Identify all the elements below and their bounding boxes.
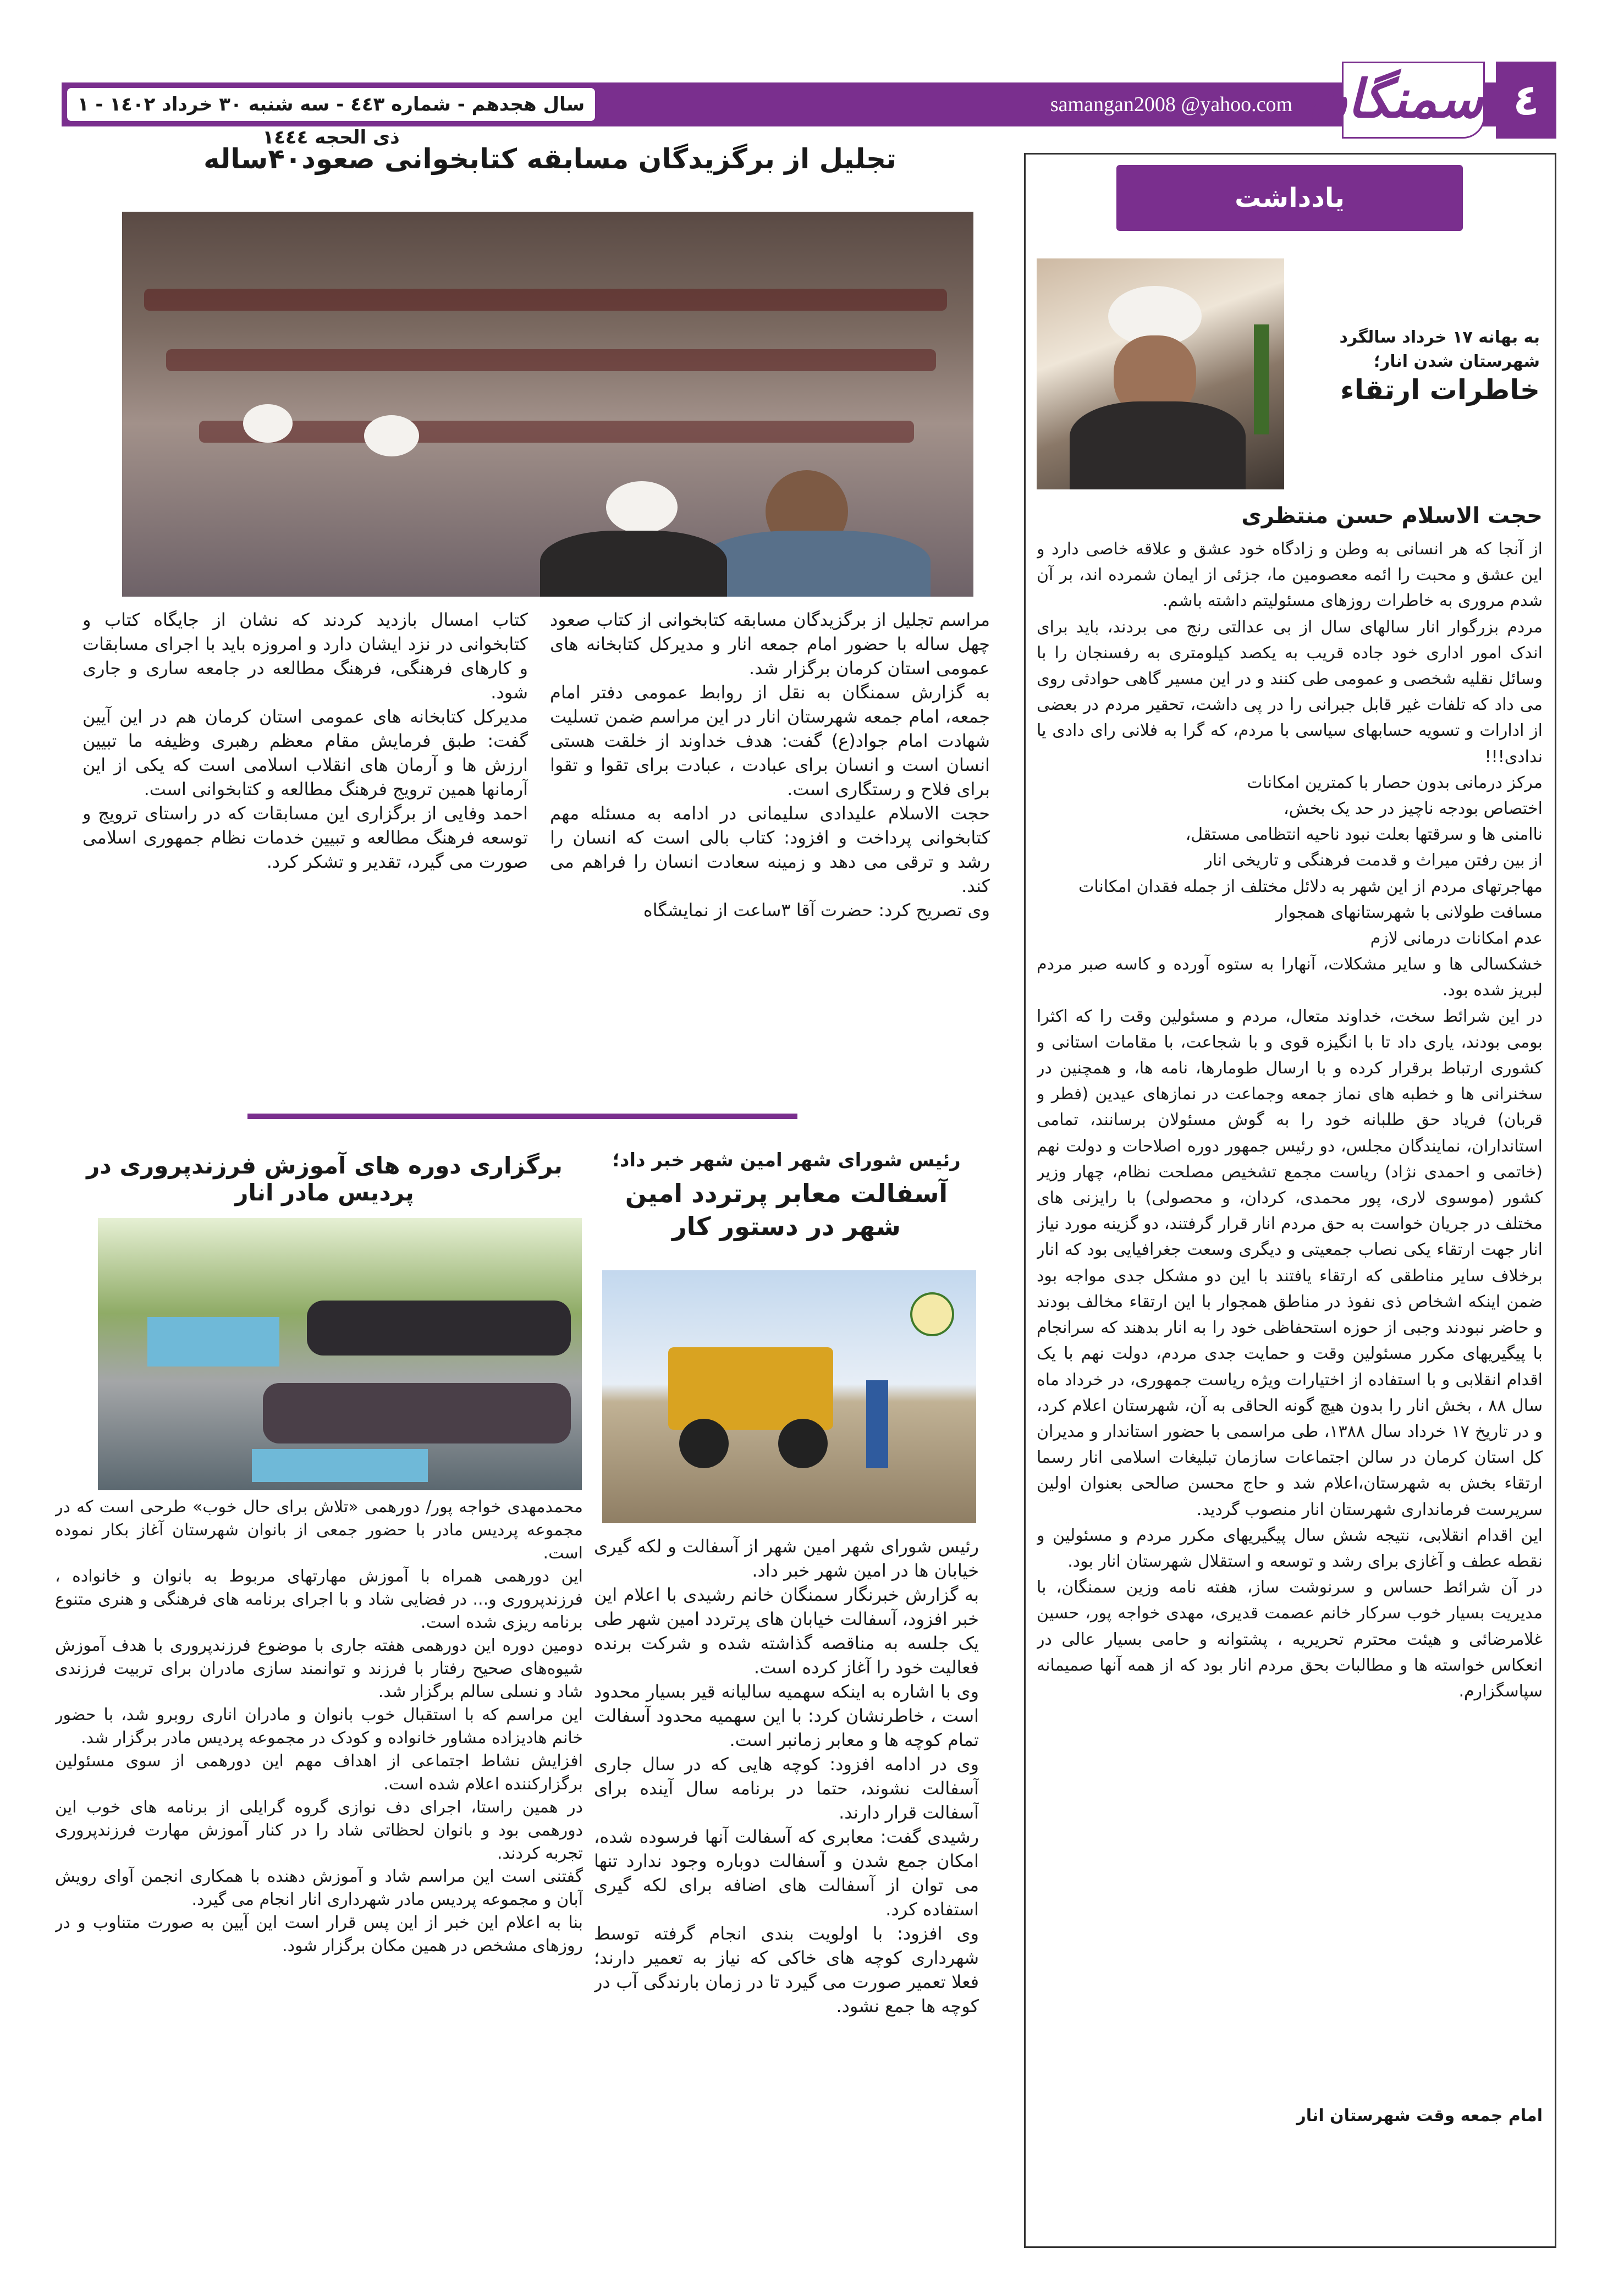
wheel-shape bbox=[679, 1419, 729, 1468]
paragraph: از آنجا که هر انسانی به وطن و زادگاه خود عشق و علاقه خاصی دارد و این عشق و محبت را ائمه معصومین ما، جزئی از ایمان شمرده اند، بر آن شدم مروری به خاطرات روزهای مسئولیتم داشته باشم. bbox=[1037, 539, 1543, 611]
article2-body bbox=[594, 1534, 979, 2255]
editorial-kicker: به بهانه ۱۷ خرداد سالگرد شهرستان شدن انار؛ bbox=[1339, 328, 1540, 371]
flag-shape bbox=[1254, 324, 1269, 434]
crowd-shape bbox=[307, 1301, 571, 1356]
paragraph: مدیرکل کتابخانه های عمومی استان کرمان هم در این آیین گفت: طبق فرمایش مقام معظم رهبری وظیفه ما تبیین ارزش ها و آرمان های انقلاب اسلامی است که یکی از این آرمانها همین ترویج فرهنگ مطالعه و کتابخوانی است. bbox=[82, 706, 528, 800]
paragraph: به گزارش خبرنگار سمنگان خانم رشیدی با اعلام این خبر افزود، آسفالت خیابان های پرتردد امین شهر طی یک جلسه به مناقصه گذاشته شده و شرکت برنده فعالیت خود را آغاز کرده است. bbox=[594, 1584, 979, 1678]
pool-shape bbox=[147, 1317, 279, 1367]
article1-column-right bbox=[550, 608, 990, 1092]
article2-kicker: رئیس شورای شهر امین شهر خبر داد؛ bbox=[612, 1149, 961, 1171]
editorial-title: خاطرات ارتقاء bbox=[1340, 374, 1540, 406]
paragraph: وی تصریح کرد: حضرت آقا ۳ساعت از نمایشگاه bbox=[643, 900, 990, 921]
paragraph: وی در ادامه افزود: کوچه هایی که در سال جاری آسفالت نشوند، حتما در برنامه سال آینده برای آسفالت قرار دارند. bbox=[594, 1754, 979, 1823]
paragraph: مراسم تجلیل از برگزیدگان مسابقه کتابخوانی از کتاب صعود چهل ساله با حضور امام جمعه انار و مدیرکل کتابخانه های عمومی استان کرمان برگزار شد. bbox=[550, 609, 990, 679]
section-divider bbox=[247, 1114, 797, 1119]
editorial-badge: یادداشت bbox=[1116, 165, 1463, 231]
contact-email[interactable]: samangan2008 @yahoo.com bbox=[1050, 93, 1293, 116]
paragraph: در این شرائط سخت، خداوند متعال، مردم و مسئولین وقت را که اکثرا بومی بودند، یاری داد تا با انگیزه قوی و با شجاعت، با مقامات استانی و کشوری ارتباط برقرار کرده و با ارسال طومارها، نامه ها، و همچنین در سخنرانی ها و خطبه های نماز جمعه وجماعت در نمازهای عیدین (فطر و قربان) فریاد حق طلبانه خود را به گوش مسئولان برسانند، تمامی استانداران، نمایندگان مجلس، دو رئیس جمهور دوره اصلاحات و دولت نهم (خاتمی و احمدی نژاد) ریاست مجمع تشخیص مصلحت نظام، چهار وزیر کشور (موسوی لاری، پور محمدی، کردان، و محصولی) با رایزنی های مختلف در جریان خواست به حق مردم انار قرار گرفتند، دو گزینه مورد نیاز انار جهت ارتقاء یکی نصاب جمعیتی و دیگری وسعت جغرافیایی بود که انار برخلاف سایر مناطقی که ارتقاء یافتند با این دو مشکل جدی مواجه بود ضمن اینکه اشخاص ذی نفوذ در مناطق همجوار با این ارتقاء مخالف بودند و حاضر نبودند وجبی از حوزه استحفاظی خود را به انار بدهند که سرانجام با پیگیریهای مکرر مسئولین وقت و حمایت جدی مردم، دولت نهم با یک اقدام انقلابی و با استفاده از اختیارات ویژه ریاست جمهوری، در خرداد ماه سال ۸۸ ، بخش انار را بدون هیچ گونه الحاقی به آن، شهرستان اعلام کرد، و در تاریخ ۱۷ خرداد سال ۱۳۸۸، طی مراسمی با حضور استاندار و مدیران کل استان کرمان در سالن اجتماعات سازمان تبلیغات اسلامی انار رسما ارتقاء بخش به شهرستان،اعلام شد و حاج محسن صالحی بعنوان اولین سرپرست فرمانداری شهرستان انار منصوب گردید. bbox=[1037, 1006, 1543, 1519]
paragraph: احمد وفایی از برگزاری این مسابقات که در راستای ترویج و توسعه فرهنگ مطالعه و تبیین خدمات نظام جمهوری اسلامی صورت می گیرد، تقدیر و تشکر کرد. bbox=[82, 803, 528, 872]
grader-body-shape bbox=[668, 1347, 833, 1430]
article3-headline: برگزاری دوره های آموزش فرزندپروری در پردیس مادر انار bbox=[86, 1152, 563, 1206]
paragraph: مرکز درمانی بدون حصار با کمترین امکانات اختصاص بودجه ناچیز در حد یک بخش، ناامنی ها و سرقتها بعلت نبود ناحیه انتظامی مستقل، از بین رفتن میراث و قدمت فرهنگی و تاریخی انار مهاجرتهای مردم از این شهر به دلائل مختلف از جمله فقدان امکانات مسافت طولانی با شهرستانهای همجوار عدم امکانات درمانی لازم bbox=[1078, 773, 1543, 949]
paragraph: در آن شرائط حساس و سرنوشت ساز، هفته نامه وزین سمنگان، با مدیریت بسیار خوب سرکار خانم عصمت قدیری، مهدی خواجه پور، حسین غلامرضائی و هیئت محترم تحریریه ، پشتوانه و حامی بسیار عالی در انعکاس خواسته ها و مطالبات بحق مردم انار بود که از همه آنها صمیمانه سپاسگزارم. bbox=[1037, 1578, 1543, 1701]
turban-shape bbox=[606, 481, 678, 533]
issue-date-line: سال هجدهم - شماره ٤٤٣ - سه شنبه ٣٠ خرداد ١٤٠٢ - ١ ذی الحجه ١٤٤٤ bbox=[67, 88, 595, 121]
editorial-author: حجت الاسلام حسن منتظری bbox=[1241, 503, 1543, 528]
worker-shape bbox=[866, 1380, 888, 1468]
seat-row bbox=[166, 349, 936, 371]
paragraph: محمدمهدی خواجه پور/ دورهمی «تلاش برای حال خوب» طرحی است که در مجموعه پردیس مادر با حضور جمعی از بانوان شهرستان آغاز بکار نموده است. bbox=[55, 1497, 583, 1563]
paragraph: خشکسالی ها و سایر مشکلات، آنهارا به ستوه آورده و کاسه صبر مردم لبریز شده بود. bbox=[1037, 955, 1543, 1000]
paragraph: افزایش نشاط اجتماعی از اهداف مهم این دورهمی از سوی مسئولین برگزارکننده اعلام شده است. bbox=[55, 1751, 583, 1794]
article2-headline: آسفالت معابر پرتردد امین شهر در دستور کار bbox=[625, 1178, 948, 1241]
paragraph: رئیس شورای شهر امین شهر از آسفالت و لکه گیری خیابان ها در امین شهر خبر داد. bbox=[594, 1536, 979, 1581]
paragraph: این دورهمی همراه با آموزش مهارتهای مربوط به بانوان و خانواده ، فرزندپروری و... در فضایی شاد و با اجرای برنامه های فرهنگی و هنری متنوع برنامه ریزی شده است. bbox=[55, 1567, 583, 1632]
paragraph: گفتنی است این مراسم شاد و آموزش دهنده با همکاری انجمن آوای رویش آبان و مجموعه پردیس مادر شهرداری انار انجام می گیرد. bbox=[55, 1867, 583, 1909]
paragraph: وی با اشاره به اینکه سهمیه سالیانه قیر بسیار محدود است ، خاطرنشان کرد: با این سهمیه محدود آسفالت تمام کوچه ها و معابر زمانبر است. bbox=[594, 1681, 979, 1750]
paragraph: این اقدام انقلابی، نتیجه شش سال پیگیریهای مکرر مردم و مسئولین و نقطه عطف و آغازی برای رشد و توسعه و استقلال شهرستان انار بود. bbox=[1037, 1525, 1543, 1571]
paragraph: کتاب امسال بازدید کردند که نشان از جایگاه کتاب و کتابخوانی در نزد ایشان دارد و امروزه باید با اجرای مسابقات و کارهای فرهنگی، فرهنگ مطالعه در جامعه ساری و جاری شود. bbox=[82, 609, 528, 703]
wheel-shape bbox=[778, 1419, 828, 1468]
road-grader-photo bbox=[602, 1270, 976, 1523]
paragraph: وی افزود: با اولویت بندی انجام گرفته توسط شهرداری کوچه های خاکی که نیاز به تعمیر دارند؛ فعلا تعمیر صورت می گیرد تا در زمان بارندگی آب در کوچه ها جمع نشود. bbox=[594, 1923, 979, 2016]
turban-shape bbox=[364, 415, 419, 456]
robe-shape bbox=[540, 531, 727, 597]
paragraph: حجت الاسلام علیدادی سلیمانی در ادامه به مسئله مهم کتابخوانی پرداخت و افزود: کتاب بالی است که انسان را رشد و ترقی می دهد و زمینه سعادت انسان را فراهم می کند. bbox=[550, 803, 990, 896]
audience-photo bbox=[122, 212, 973, 597]
paragraph: این مراسم که با استقبال خوب بانوان و مادران اناری روبرو شد، با حضور خانم هادیزاده مشاور خانواده و کودک در مجموعه پردیس مادر برگزار شد. bbox=[55, 1705, 583, 1748]
suit-shape bbox=[700, 531, 931, 597]
author-portrait-photo bbox=[1037, 258, 1284, 489]
turban-shape bbox=[243, 404, 293, 443]
crowd-shape bbox=[263, 1383, 571, 1443]
municipality-emblem-icon bbox=[910, 1292, 954, 1336]
pool-shape bbox=[252, 1449, 428, 1482]
paragraph: دومین دوره این دورهمی هفته جاری با موضوع فرزندپروری با هدف آموزش شیوه‌های صحیح رفتار با فرزند و توانمند سازی مادران برای تربیت فرزندی شاد و نسلی سالم برگزار شد. bbox=[55, 1636, 583, 1701]
article1-headline: تجلیل از برگزیدگان مسابقه کتابخوانی صعود۴۰ساله bbox=[203, 143, 896, 175]
paragraph: بنا به اعلام این خبر از این پس قرار است این آیین به صورت متناوب و در روزهای مشخص در همین مکان برگزار شود. bbox=[55, 1913, 583, 1955]
paragraph: در همین راستا، اجرای دف نوازی گروه گرایلی از برنامه های خوب این دورهمی بود و بانوان لحظاتی شاد را در کنار آموزش مهارت فرزندپروری تجربه کردند. bbox=[55, 1798, 583, 1863]
mothers-gathering-photo bbox=[98, 1218, 582, 1490]
paragraph: به گزارش سمنگان به نقل از روابط عمومی دفتر امام جمعه، امام جمعه شهرستان انار در این مراسم ضمن تسلیت شهادت امام جواد(ع) گفت: هدف خداوند از خلقت هستی انسان است و انسان برای عبادت ، عبادت برای تقوا و تقوا برای فلاح و رستگاری است. bbox=[550, 682, 990, 800]
newspaper-logo: سمنگان bbox=[1342, 62, 1485, 139]
seat-row bbox=[144, 289, 947, 311]
editorial-body bbox=[1037, 536, 1543, 1977]
paragraph: رشیدی گفت: معابری که آسفالت آنها فرسوده شده، امکان جمع شدن و آسفالت دوباره وجود ندارد تنها می توان از آسفالت های اضافه برای لکه گیری استفاده کرد. bbox=[594, 1826, 979, 1920]
page-number: ٤ bbox=[1496, 62, 1556, 139]
seat-row bbox=[199, 421, 914, 443]
editorial-signature: امام جمعه وقت شهرستان انار bbox=[1296, 2106, 1543, 2125]
article1-column-left bbox=[82, 608, 528, 1092]
article3-body bbox=[55, 1496, 583, 2222]
robe-shape bbox=[1070, 401, 1246, 489]
paragraph: مردم بزرگوار انار سالهای سال از بی عدالتی رنج می بردند، باید برای اندک امور اداری خود جاده قریب به یکصد کیلومتری به رفسنجان را با وسائل نقلیه شخصی و عمومی طی کنند و در این مسیر گاهی حوادثی روی می داد که تلفات غیر قابل جبرانی را در پی داشت، تحقیر مردم در بعضی از ادارات و تسویه حسابهای سیاسی با مردم، که گرا به فلانی رای دادی یا ندادی!!! bbox=[1037, 617, 1543, 767]
